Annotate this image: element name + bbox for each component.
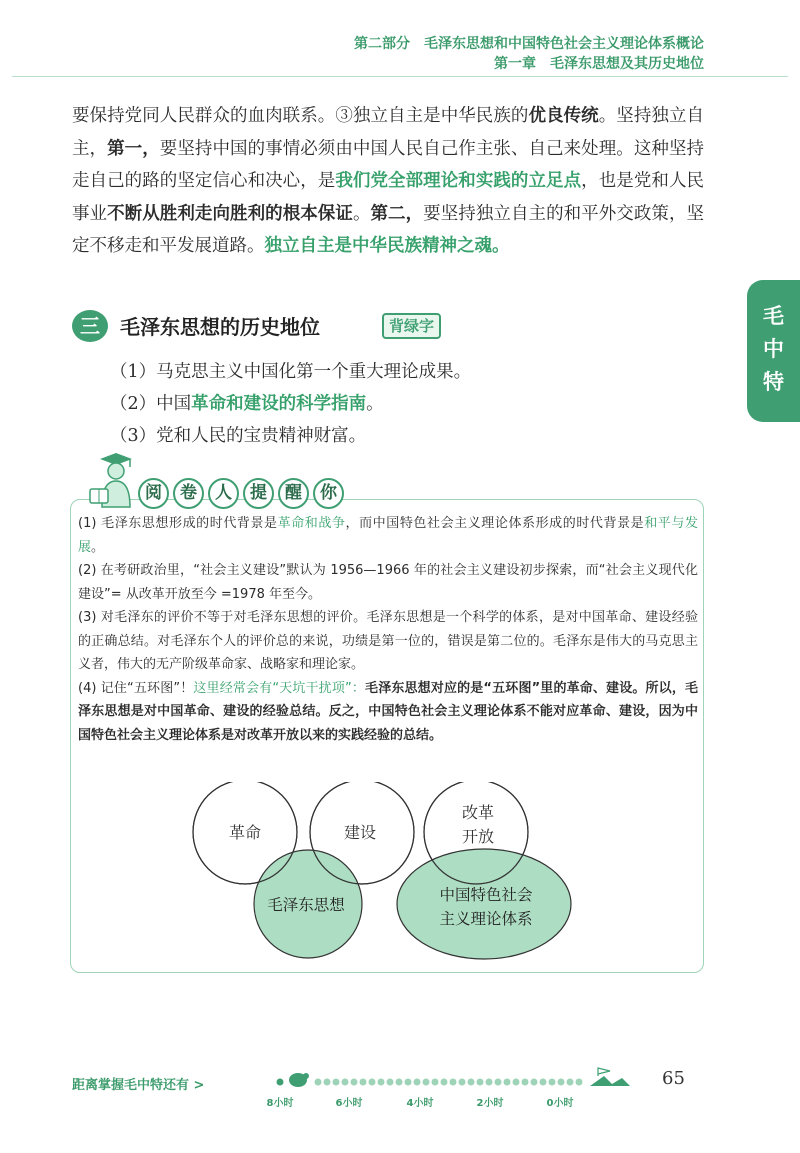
side-tab-char: 特 [763, 370, 784, 394]
side-chapter-tab [747, 280, 800, 422]
list-item-highlight: 革命和建设的科学指南 [191, 394, 367, 414]
header-divider [12, 76, 788, 77]
teacher-mascot-icon [86, 451, 136, 509]
list-item-text: （2）中国 [110, 394, 192, 414]
label-revolution: 革命 [228, 823, 262, 842]
footer-progress-label: 距离掌握毛中特还有 > [72, 1078, 205, 1093]
reminder-char: 人 [208, 478, 239, 509]
header-chapter-title: 第一章 毛泽东思想及其历史地位 [494, 56, 704, 72]
para-highlight: 我们党全部理论和实践的立足点 [335, 171, 582, 191]
tip-highlight: 和平与发展 [78, 516, 698, 555]
tip-2: (2) 在考研政治里，“社会主义建设”默认为 1956—1966 年的社会主义建设初步探索，而“社会主义现代化建设”= 从改革开放至今 =1978 年至今。 [78, 563, 698, 602]
para-text: ，也是党和人民事业 [72, 171, 705, 224]
tip-bold: 毛泽东思想对应的是“五环图”里的革命、建设。所以，毛泽东思想是对中国革命、建设的经验总结。反之，中国特色社会主义理论体系不能对应革命、建设，因为中国特色社会主义理论体系是对改革开放以来的实践经验的总结。 [78, 680, 698, 743]
reviewer-tips [78, 512, 698, 747]
memorize-badge: 背绿字 [382, 313, 441, 339]
intro-paragraph [72, 100, 704, 263]
tip-highlight: 革命和战争 [277, 516, 346, 531]
para-bold: 第二， [370, 203, 424, 224]
tip-text: ，而中国特色社会主义理论体系形成的时代背景是 [345, 516, 645, 531]
para-bold: 不断从胜利走向胜利的根本保证 [107, 203, 353, 224]
ring-socialism-theory [397, 849, 571, 959]
tip-highlight: 这里经常会有“天坑干扰项”： [193, 680, 366, 696]
label-construction: 建设 [343, 823, 377, 842]
progress-dots [277, 1079, 583, 1086]
para-bold: 优良传统 [528, 106, 599, 126]
tip-text: (1) 毛泽东思想形成的时代背景是 [78, 516, 278, 531]
label-cs-2: 主义理论体系 [439, 910, 533, 928]
section-title: 毛泽东思想的历史地位 [120, 315, 320, 339]
tip-text: (4) 记住“五环图”！ [78, 680, 194, 696]
progress-tick-label: 8小时 [266, 1098, 294, 1109]
para-text: 。 [352, 203, 371, 224]
list-item-text: 。 [366, 394, 384, 414]
para-text: 要坚持中国的事情必须由中国人民自己作主张、自己来处理。这种坚持走自己的路的坚定信心和决心，是 [72, 138, 705, 191]
label-cs-1: 中国特色社会 [439, 886, 533, 904]
tip-4 [78, 677, 698, 748]
para-text: 要保持党同人民群众的血肉联系。③独立自主是中华民族的 [72, 106, 529, 126]
progress-track [260, 1062, 640, 1112]
label-mao-thought: 毛泽东思想 [267, 896, 345, 914]
list-item: （1）马克思主义中国化第一个重大理论成果。 [110, 362, 472, 382]
para-text: 。坚持独立自主， [72, 106, 705, 159]
section-number-badge: 三 [72, 310, 108, 342]
five-ring-diagram [188, 782, 588, 962]
header-part-title: 第二部分 毛泽东思想和中国特色社会主义理论体系概论 [354, 36, 704, 52]
tip-text: 。 [91, 539, 105, 555]
list-item [110, 390, 384, 415]
runner-icon [289, 1073, 309, 1087]
progress-tick-label: 4小时 [406, 1098, 434, 1109]
finish-flag-icon [590, 1076, 630, 1086]
page-number: 65 [662, 1068, 685, 1089]
para-bold: 第一， [107, 138, 160, 159]
progress-tick-label: 6小时 [335, 1098, 363, 1109]
side-tab-char: 中 [763, 337, 784, 361]
para-text: 要坚持独立自主的和平外交政策，坚定不移走和平发展道路。 [72, 203, 705, 256]
tip-1 [78, 512, 698, 559]
reminder-char: 提 [243, 478, 274, 509]
reminder-char: 卷 [173, 478, 204, 509]
side-tab-char: 毛 [763, 304, 784, 328]
tip-3: (3) 对毛泽东的评价不等于对毛泽东思想的评价。毛泽东思想是一个科学的体系，是对中国革命、建设经验的正确总结。对毛泽东个人的评价总的来说，功绩是第一位的，错误是第二位的。毛泽东是伟大的马克思主义者，伟大的无产阶级革命家、战略家和理论家。 [78, 610, 698, 672]
reviewer-reminder-title [138, 478, 348, 508]
list-item: （3）党和人民的宝贵精神财富。 [110, 426, 367, 446]
progress-tick-label: 0小时 [546, 1098, 574, 1109]
para-highlight: 独立自主是中华民族精神之魂。 [264, 236, 510, 256]
progress-tick-label: 2小时 [476, 1098, 504, 1109]
reminder-char: 阅 [138, 478, 169, 509]
label-reform-1: 改革 [461, 803, 495, 822]
reminder-char: 醒 [278, 478, 309, 509]
label-reform-2: 开放 [461, 827, 495, 846]
reminder-char: 你 [313, 478, 344, 509]
